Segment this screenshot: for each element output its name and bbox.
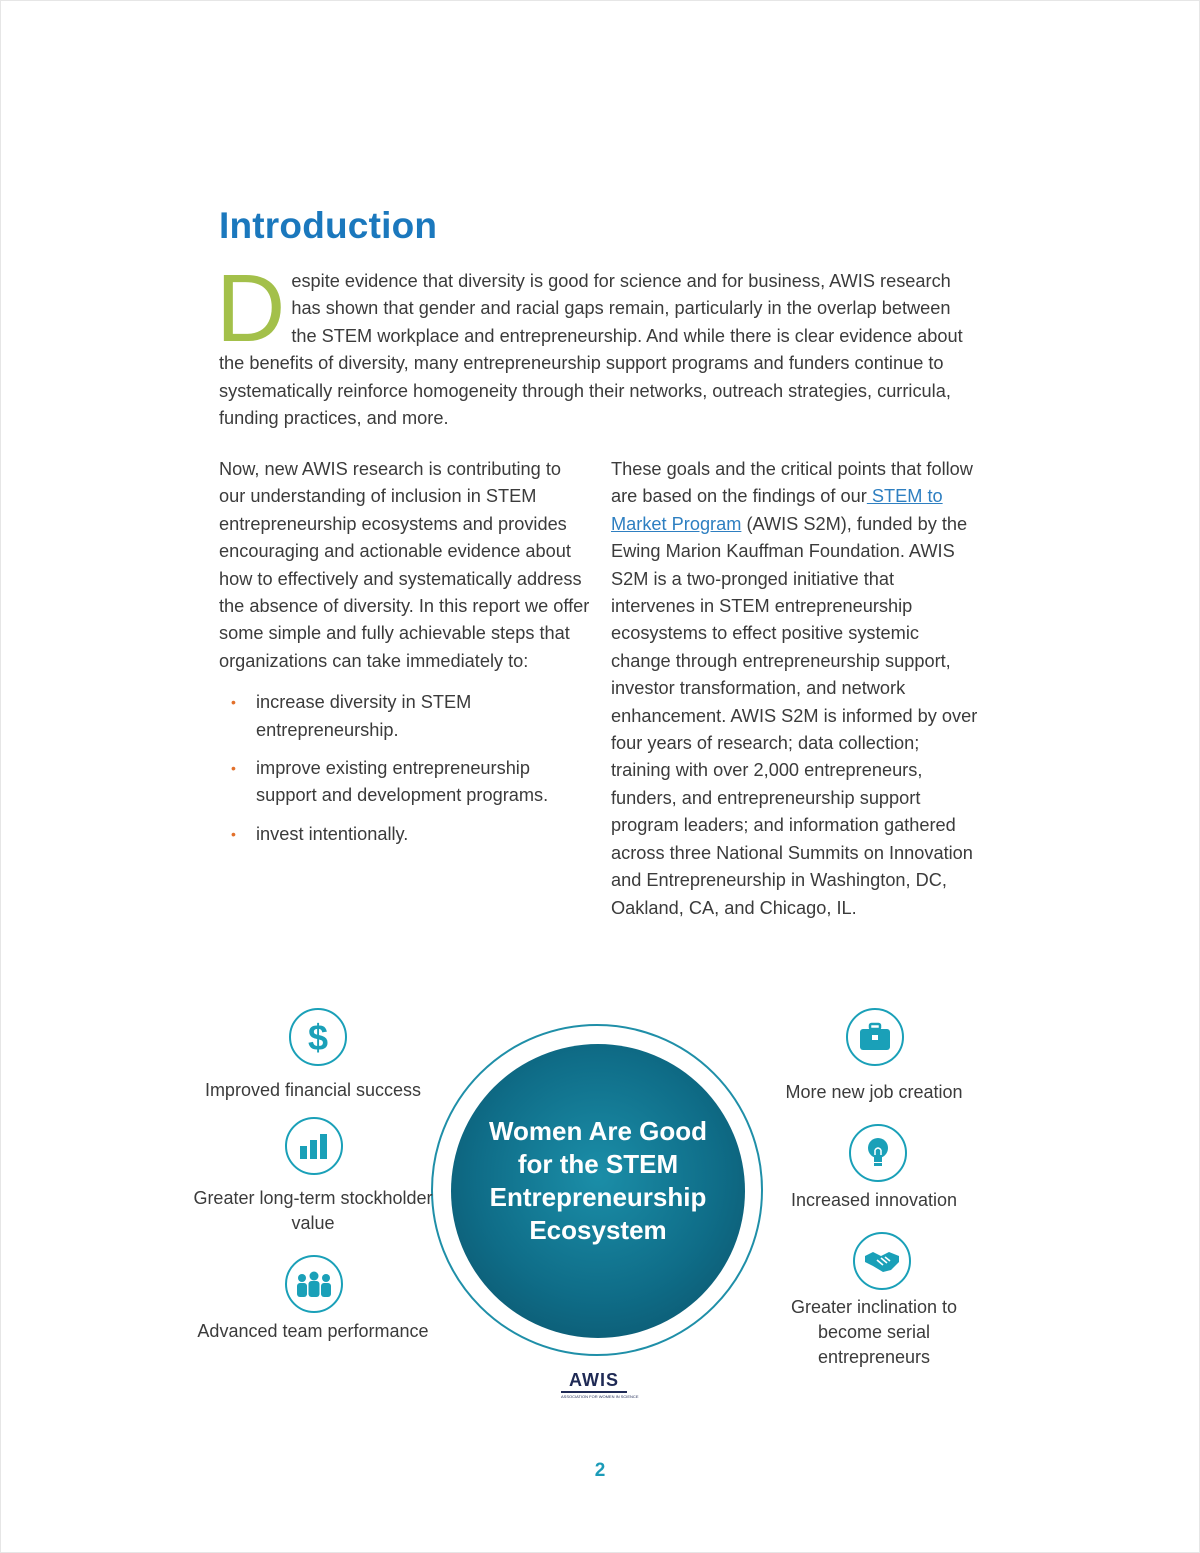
bullet-icon: • [231, 760, 236, 777]
feature-label: Improved financial success [204, 1080, 422, 1100]
svg-text:$: $ [307, 1018, 329, 1056]
list-item: • improve existing entrepreneurship support and development programs. [219, 755, 591, 810]
left-column [219, 456, 591, 859]
drop-cap: D [216, 255, 286, 362]
right-column-paragraph: These goals and the critical points that follow are based on the findings of our STEM to Market Program (AWIS S2M), funded by the Ewing Marion Kauffman Foundation. AWIS S2M is a two-pronged initiative that intervenes in STEM entrepreneurship ecosystems to effect positive systemic change through entrepreneurship support, investor transformation, and network enhancement. AWIS S2M is informed by over four years of research; data collection; training with over 2,000 entrepreneurs, funders, and entrepreneurship support program leaders; and information gathered across three National Summits on Innovation and Entrepreneurship in Washington, DC, Oakland, CA, and Chicago, IL. [611, 459, 978, 918]
team-icon [285, 1255, 343, 1313]
feature-label: More new job creation [785, 1082, 963, 1102]
center-disc [451, 1044, 745, 1338]
stem-to-market-link[interactable]: STEM to Market Program [611, 486, 943, 534]
awis-logo [561, 1370, 639, 1399]
intro-paragraph [216, 255, 971, 432]
feature-label: Greater long-term stockholder value [193, 1188, 433, 1233]
bullet-icon: • [231, 825, 236, 842]
bar-chart-icon [285, 1117, 343, 1175]
list-item: • increase diversity in STEM entrepreneurship. [219, 689, 591, 744]
handshake-icon [853, 1232, 911, 1290]
feature-label: Greater inclination to become serial entrepreneurs [790, 1297, 958, 1367]
dollar-icon [289, 1008, 347, 1066]
section-title: Introduction [219, 205, 438, 246]
lightbulb-icon [849, 1124, 907, 1182]
logo-text: AWIS [568, 1370, 619, 1390]
logo-subtext: ASSOCIATION FOR WOMEN IN SCIENCE [561, 1394, 639, 1399]
feature-label: Advanced team performance [197, 1321, 429, 1341]
briefcase-icon [846, 1008, 904, 1066]
center-title: Women Are Good for the STEM Entrepreneurship Ecosystem [488, 1116, 708, 1245]
left-column-paragraph: Now, new AWIS research is contributing to our understanding of inclusion in STEM entrepreneurship ecosystems and provides encouraging and actionable evidence about how to effectively and systematically address the absence of diversity. In this report we offer some simple and fully achievable steps that organizations can take immediately to: [219, 459, 590, 671]
list-item: • invest intentionally. [219, 821, 591, 848]
bullet-icon: • [231, 694, 236, 711]
intro-text: espite evidence that diversity is good for science and for business, AWIS research has shown that gender and racial gaps remain, particularly in the overlap between the STEM workplace and entrepreneurship. And while there is clear evidence about the benefits of diversity, many entrepreneurship support programs and funders continue to systematically reinforce homogeneity through their networks, outreach strategies, curricula, funding practices, and more. [219, 271, 963, 429]
right-column [611, 456, 979, 922]
feature-label: Increased innovation [790, 1190, 958, 1210]
infographic [0, 990, 1200, 1410]
logo-divider [561, 1391, 627, 1393]
goals-list [219, 689, 591, 848]
page-number: 2 [594, 1460, 606, 1481]
